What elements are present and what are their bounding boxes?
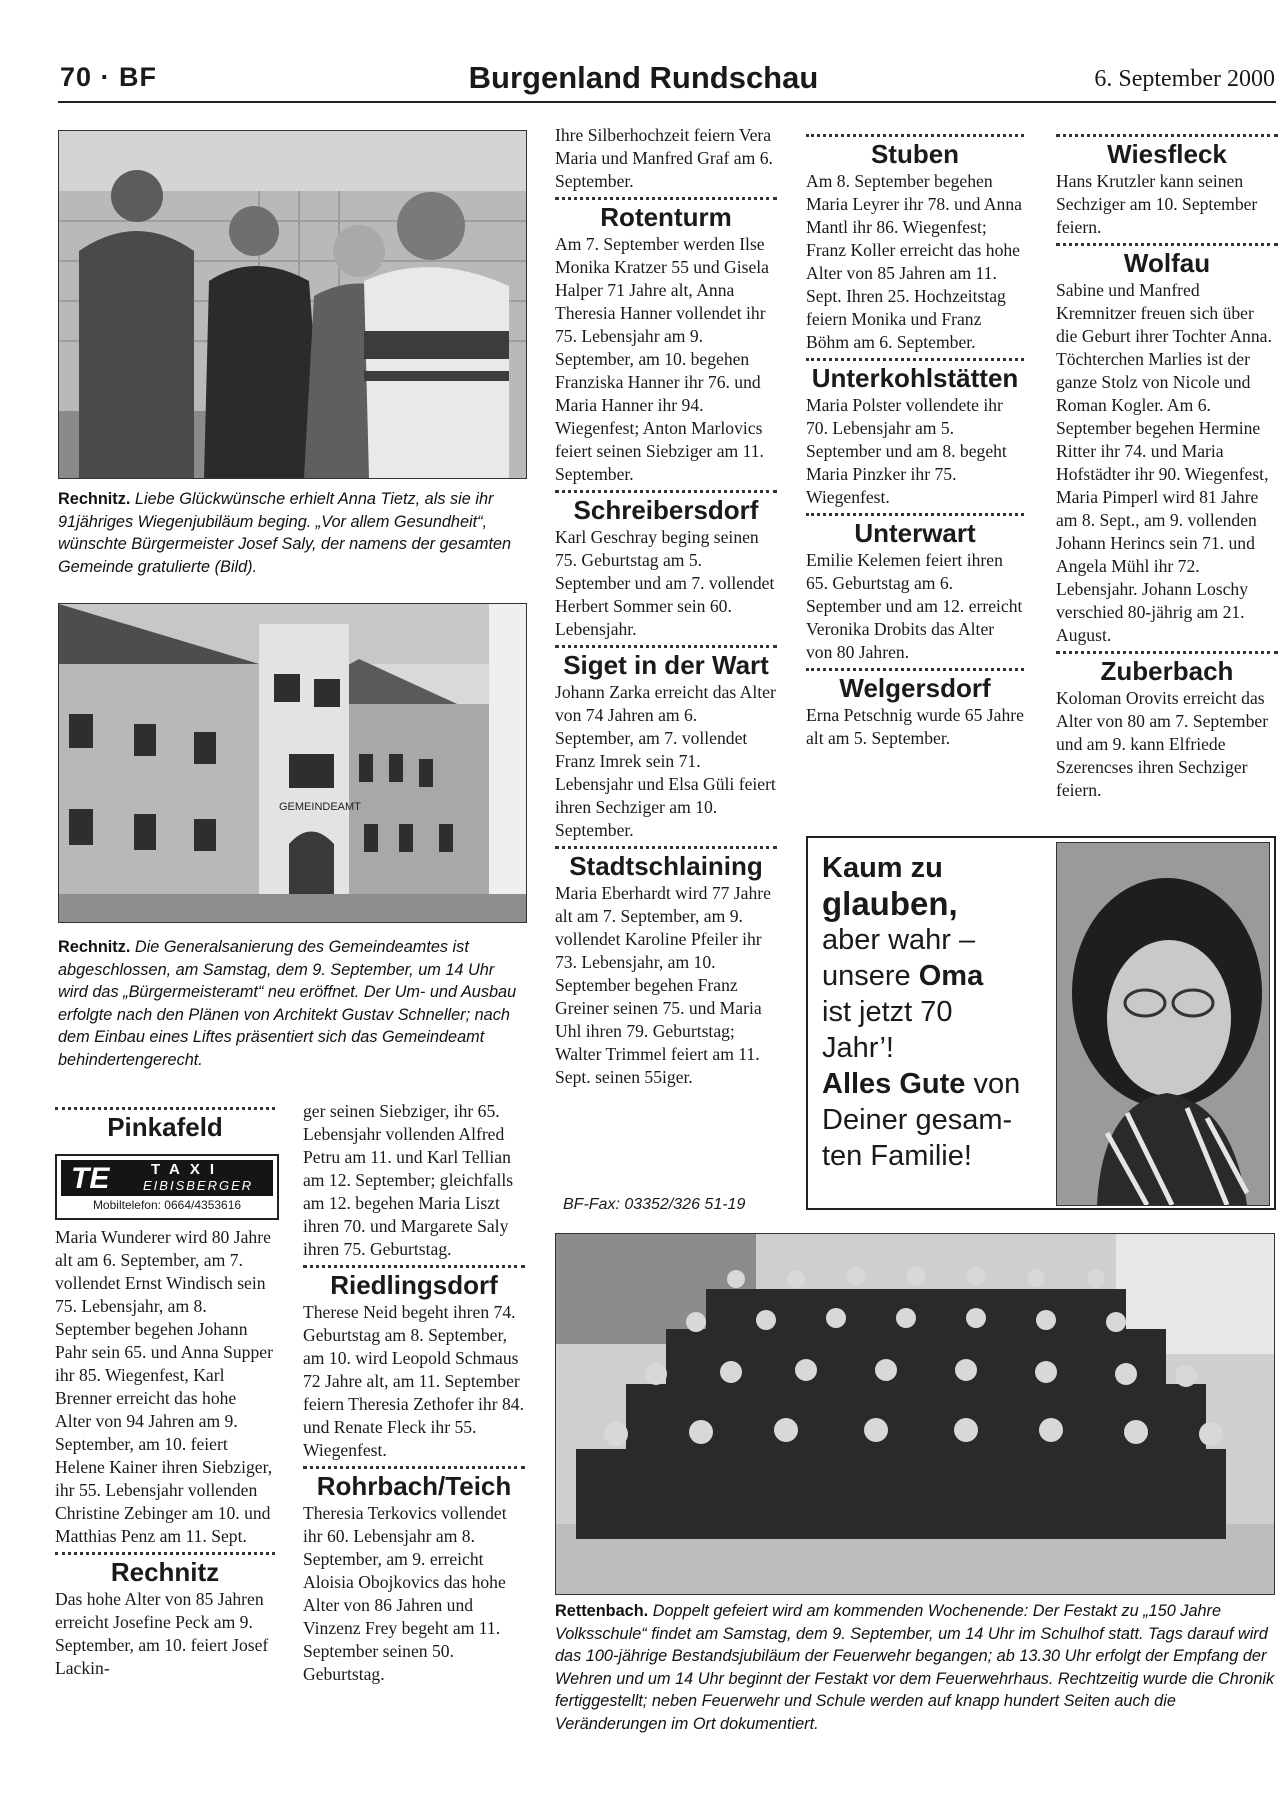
ad-line-4 — [822, 958, 1067, 994]
section-divider — [303, 1466, 525, 1469]
section-text-wiesfleck: Hans Krutzler kann seinen Sechziger am 10. September feiern. — [1056, 171, 1258, 237]
ad-line-5: ist jetzt 70 — [822, 996, 953, 1028]
section-text-silberhochzeit: Ihre Silberhochzeit feiern Vera Maria und Manfred Graf am 6. September. — [555, 125, 773, 191]
issue-date: 6. September 2000 — [1094, 66, 1275, 92]
ad-line-6: Jahr’! — [822, 1032, 894, 1064]
birthday-advertisement — [806, 836, 1276, 1210]
section-divider — [303, 1265, 525, 1268]
town-heading-rohrbach: Rohrbach/Teich — [316, 1471, 512, 1501]
column-riedlingsdorf — [303, 1100, 525, 1686]
town-heading-stadtschlaining: Stadtschlaining — [569, 851, 763, 881]
taxi-name: TAXI — [151, 1161, 225, 1178]
section-divider — [806, 668, 1024, 671]
photo-anna-tietz-image — [59, 131, 526, 478]
section-text-stuben: Am 8. September begehen Maria Leyrer ihr 78. und Anna Mantl ihr 86. Wiegenfest; Franz Koller erreicht das hohe Alter von 85 Jahren am 11. Sept. Ihren 25. Hochzeitstag feiern Monika und Franz Böhm am 6. September. — [806, 171, 1022, 352]
section-divider — [806, 513, 1024, 516]
caption-place: Rechnitz. — [58, 938, 131, 956]
section-text-rechnitz: Das hohe Alter von 85 Jahren erreicht Josefine Peck am 9. September, am 10. feiert Josef Lackin- — [55, 1589, 269, 1678]
town-heading-zuberbach: Zuberbach — [1100, 656, 1234, 686]
section-text-pinkafeld: Maria Wunderer wird 80 Jahre alt am 6. September, am 7. vollendet Ernst Windisch sein 75. Lebensjahr, am 8. September begehen Johann Pahr sein 65. und Anna Supper ihr 85. Wiegenfest, Karl Brenner erreicht das hohe Alter von 94 Jahren am 9. September, am 10. feiert Helene Kainer ihren Siebziger, ihr 55. Lebensjahr vollenden Christine Zebinger am 10. und Matthias Penz am 11. Sept. — [55, 1227, 273, 1546]
town-heading-rotenturm: Rotenturm — [600, 202, 732, 232]
section-divider — [55, 1107, 275, 1110]
section-divider — [555, 490, 777, 493]
header-rule — [58, 101, 1276, 103]
town-heading-schreibersdorf: Schreibersdorf — [573, 495, 759, 525]
photo-feuerwehr-caption — [555, 1600, 1277, 1735]
town-heading-rechnitz: Rechnitz — [110, 1557, 220, 1587]
town-heading-wiesfleck: Wiesfleck — [1107, 139, 1227, 169]
column-pinkafeld — [55, 1103, 275, 1143]
ad-line-3: aber wahr – — [822, 924, 976, 956]
ad-line-2: glauben, — [822, 885, 958, 922]
section-text-unterwart: Emilie Kelemen feiert ihren 65. Geburtstag am 6. September und am 12. erreicht Veronika Drobits das Alter von 80 Jahren. — [806, 550, 1023, 662]
town-heading-riedlingsdorf: Riedlingsdorf — [330, 1270, 498, 1300]
photo-gemeindeamt-caption — [58, 936, 528, 1071]
section-text-pinkafeld-continued: ger seinen Siebziger, ihr 65. Lebensjahr vollenden Alfred Petru am 11. und Karl Tellian am 12. September; gleichfalls am 12. begehen Maria Liszt ihren 70. und Margarete Saly ihren 75. Geburtstag. — [303, 1101, 514, 1259]
ad-line-8: Deiner gesam- — [822, 1104, 1013, 1136]
town-heading-pinkafeld: Pinkafeld — [107, 1112, 223, 1142]
caption-text: Doppelt gefeiert wird am kommenden Wochenende: Der Festakt zu „150 Jahre Volksschule“ findet am Samstag, dem 9. September, um 14 Uhr im Schulhof statt. Tags darauf wird das 100-jährige Bestandsjubiläum der Feuerwehr begangen; ab 13.30 Uhr erfolgt der Empfang der Wehren und um 14 Uhr beginnt der Festakt vor dem Feuerwehrhaus. Rechtzeitig wurde die Chronik fertiggestellt; neben Feuerwehr und Schule werden auf knapp hundert Seiten auch die Veränderungen im Ort dokumentiert. — [555, 1602, 1275, 1733]
oma-portrait-image — [1057, 843, 1269, 1205]
section-text-zuberbach: Koloman Orovits erreicht das Alter von 80 am 7. September und am 9. kann Elfriede Szerencses ihren Sechziger feiern. — [1056, 688, 1269, 800]
building-sign: GEMEINDEAMT — [279, 801, 361, 813]
section-divider — [555, 197, 777, 200]
photo-gemeindeamt-image — [59, 604, 526, 922]
ad-line-7 — [822, 1066, 1067, 1102]
ad-line-4-a: unsere — [822, 960, 919, 992]
column-stuben — [806, 130, 1024, 750]
column-wiesfleck — [1056, 130, 1278, 802]
section-text-riedlingsdorf: Therese Neid begeht ihren 74. Geburtstag am 8. September, am 10. wird Leopold Schmaus 72 Jahre alt, am 11. September feiern Theresia Zethofer ihr 84. und Renate Fleck ihr 55. Wiegenfest. — [303, 1302, 524, 1460]
page-number: 70 · BF — [60, 62, 158, 92]
section-text-rotenturm: Am 7. September werden Ilse Monika Kratzer 55 und Gisela Halper 71 Jahre alt, Anna Theresia Hanner vollendet ihr 75. Lebensjahr am 9. September, am 10. begehen Franziska Hanner ihr 76. und Maria Hanner ihr 94. Wiegenfest; Anton Marlovics feiert seinen Siebziger am 11. September. — [555, 234, 769, 484]
fax-number: BF-Fax: 03352/326 51-19 — [563, 1196, 746, 1213]
birthday-ad-text — [822, 850, 1067, 1174]
section-text-stadtschlaining: Maria Eberhardt wird 77 Jahre alt am 7. September, am 9. vollendet Karoline Pfeiler ihr 73. Lebensjahr, am 10. September begehen Franz Greiner seinen 75. und Maria Uhl ihren 79. Geburtstag; Walter Trimmel feiert am 11. Sept. seinen 55iger. — [555, 883, 771, 1087]
section-divider — [1056, 134, 1278, 137]
caption-text: Liebe Glückwünsche erhielt Anna Tietz, als sie ihr 91jähriges Wiegenjubiläum beging. „Vor allem Gesundheit“, wünschte Bürgermeister Josef Saly, der namens der gesamten Gemeinde gratulierte (Bild). — [58, 490, 512, 576]
section-divider — [555, 846, 777, 849]
section-text-wolfau: Sabine und Manfred Kremnitzer freuen sich über die Geburt ihrer Tochter Anna. Töchterchen Marlies ist der ganze Stolz von Nicole und Roman Kogler. Am 6. September begehen Hermine Ritter ihr 74. und Maria Hofstädter ihr 90. Wiegenfest, Maria Pimperl wird 81 Jahre am 8. Sept., am 9. vollenden Johann Herincs sein 71. und Angela Mühl ihr 72. Lebensjahr. Johann Loschy verschied 80-jährig am 21. August. — [1056, 280, 1272, 645]
section-divider — [1056, 651, 1278, 654]
town-heading-wolfau: Wolfau — [1123, 248, 1211, 278]
section-text-welgersdorf: Erna Petschnig wurde 65 Jahre alt am 5. September. — [806, 705, 1024, 748]
caption-text: Die Generalsanierung des Gemeindeamtes ist abgeschlossen, am Samstag, dem 9. September, um 14 Uhr wird das „Bürgermeisteramt“ neu eröffnet. Der Um- und Ausbau erfolgte nach den Plänen von Architekt Gustav Schneller; nach dem Einbau eines Liftes präsentiert sich das Gemeindeamt behindertengerecht. — [58, 938, 517, 1069]
section-divider — [1056, 243, 1278, 246]
taxi-logo-band — [61, 1160, 273, 1196]
section-divider — [55, 1552, 275, 1555]
section-text-unterkohlstaetten: Maria Polster vollendete ihr 70. Lebensjahr am 5. September und am 8. begeht Maria Pinzker ihr 75. Wiegenfest. — [806, 395, 1007, 507]
section-text-schreibersdorf: Karl Geschray beging seinen 75. Geburtstag am 5. September und am 7. vollendet Herbert Sommer sein 60. Lebensjahr. — [555, 527, 775, 639]
ad-line-4-b: Oma — [918, 960, 984, 992]
section-text-rohrbach: Theresia Terkovics vollendet ihr 60. Lebensjahr am 8. September, am 9. erreicht Aloisia Obojkovics das hohe Alter von 86 Jahren und Vinzenz Frey begeht am 11. September seinen 50. Geburtstag. — [303, 1503, 507, 1684]
town-heading-stuben: Stuben — [870, 139, 960, 169]
section-text-siget: Johann Zarka erreicht das Alter von 74 Jahren am 6. September, am 7. vollendet Franz Imrek sein 71. Lebensjahr und Elsa Güli feiert ihren Sechziger am 10. September. — [555, 682, 776, 840]
newspaper-title: Burgenland Rundschau — [468, 60, 819, 95]
oma-portrait — [1056, 842, 1270, 1206]
taxi-phone: Mobiltelefon: 0664/4353616 — [92, 1198, 242, 1212]
town-heading-siget: Siget in der Wart — [563, 650, 769, 680]
photo-gemeindeamt — [58, 603, 527, 923]
taxi-owner: EIBISBERGER — [143, 1178, 254, 1193]
ad-line-7-b: von — [965, 1068, 1021, 1100]
taxi-advertisement — [55, 1154, 279, 1220]
photo-feuerwehr-image — [556, 1234, 1274, 1594]
column-rotenturm — [555, 124, 777, 1089]
ad-line-9: ten Familie! — [822, 1140, 972, 1172]
ad-line-7-a: Alles Gute — [822, 1068, 966, 1100]
section-divider — [806, 358, 1024, 361]
town-heading-welgersdorf: Welgersdorf — [839, 673, 991, 703]
photo-anna-tietz-caption — [58, 488, 528, 578]
town-heading-unterwart: Unterwart — [854, 518, 976, 548]
column-pinkafeld-text — [55, 1226, 275, 1680]
photo-anna-tietz — [58, 130, 527, 479]
taxi-logo: TE — [71, 1162, 110, 1195]
town-heading-unterkohlstaetten: Unterkohlstätten — [811, 363, 1019, 393]
section-divider — [806, 134, 1024, 137]
section-divider — [555, 645, 777, 648]
ad-line-1: Kaum zu — [822, 852, 943, 884]
caption-place: Rettenbach. — [555, 1602, 649, 1620]
caption-place: Rechnitz. — [58, 490, 131, 508]
photo-feuerwehr-rettenbach — [555, 1233, 1275, 1595]
